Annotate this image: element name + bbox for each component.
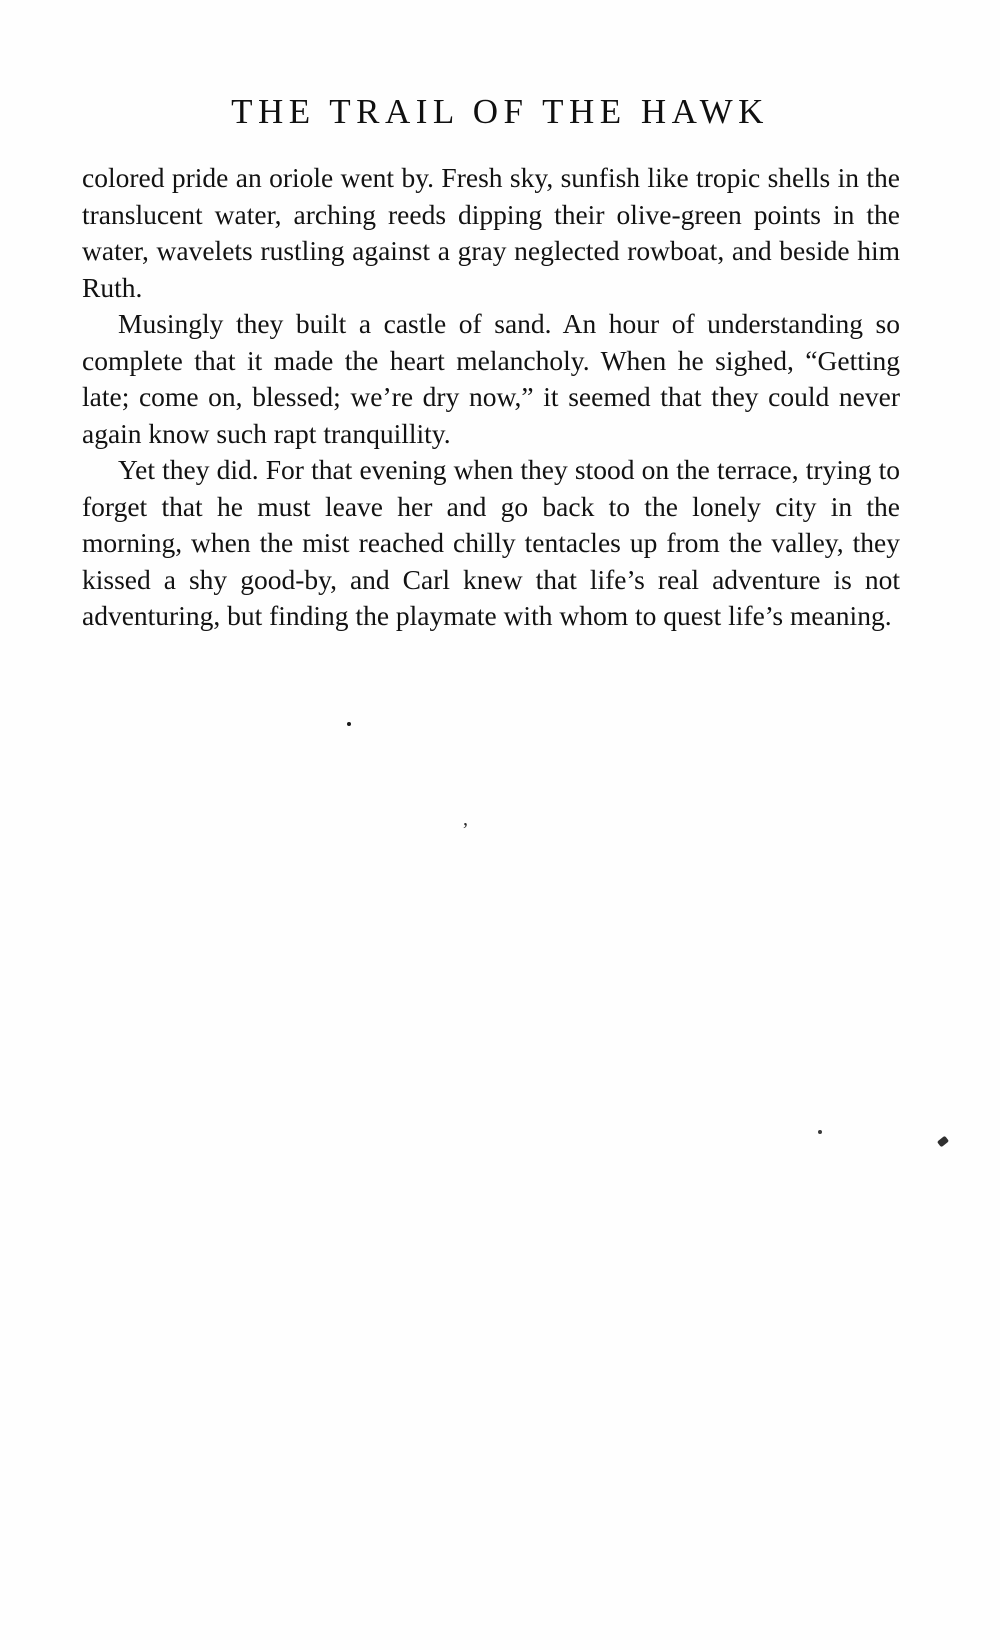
paragraph: colored pride an oriole went by. Fresh sky, sunfish like tropic shells in the translucent water, arching reeds dipping their olive-green points in the water, wavelets rustling against a gray neglected rowboat, and beside him Ruth.	[82, 162, 900, 303]
body-text	[82, 160, 900, 635]
ink-smudge-icon	[937, 1136, 949, 1148]
page-title: THE TRAIL OF THE HAWK	[231, 92, 769, 131]
stray-mark: ’	[462, 819, 469, 841]
paragraph: Yet they did. For that evening when they stood on the terrace, trying to forget that he must leave her and go back to the lonely city in the morning, when the mist reached chilly tentacles up from the valley, they kissed a shy good-by, and Carl knew that life’s real adventure is not adventuring, but finding the playmate with whom to quest life’s meaning.	[82, 454, 900, 631]
paragraph: Musingly they built a castle of sand. An hour of understanding so complete that it made the heart melancholy. When he sighed, “Getting late; come on, blessed; we’re dry now,” it seemed that they could never again know such rapt tranquillity.	[82, 308, 900, 449]
ink-speck-icon	[347, 722, 351, 726]
ink-speck-icon	[818, 1130, 822, 1134]
